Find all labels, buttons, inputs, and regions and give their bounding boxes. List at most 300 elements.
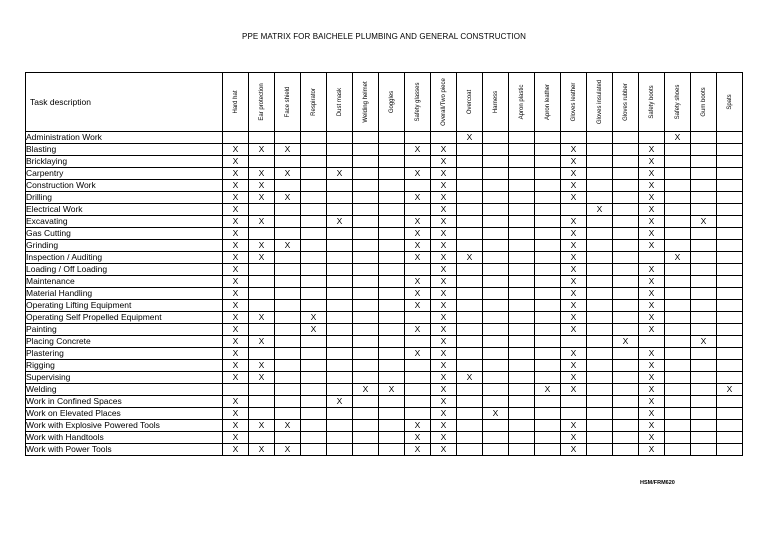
table-row xyxy=(26,264,743,276)
matrix-cell xyxy=(379,228,405,240)
matrix-cell xyxy=(457,312,483,324)
matrix-cell xyxy=(379,288,405,300)
task-name: Administration Work xyxy=(26,132,223,144)
matrix-cell: X xyxy=(639,312,665,324)
matrix-cell: X xyxy=(223,348,249,360)
matrix-cell xyxy=(301,192,327,204)
column-header xyxy=(405,73,431,132)
matrix-cell xyxy=(665,144,691,156)
matrix-cell: X xyxy=(561,216,587,228)
matrix-cell xyxy=(275,276,301,288)
matrix-cell: X xyxy=(457,132,483,144)
matrix-cell: X xyxy=(327,216,353,228)
matrix-cell xyxy=(301,252,327,264)
matrix-cell: X xyxy=(223,336,249,348)
matrix-cell xyxy=(509,156,535,168)
matrix-cell: X xyxy=(275,240,301,252)
matrix-cell xyxy=(379,156,405,168)
matrix-cell: X xyxy=(561,384,587,396)
matrix-cell xyxy=(509,276,535,288)
matrix-cell xyxy=(691,432,717,444)
matrix-cell xyxy=(483,348,509,360)
matrix-cell xyxy=(249,228,275,240)
matrix-cell xyxy=(249,276,275,288)
matrix-cell: X xyxy=(561,192,587,204)
matrix-cell: X xyxy=(639,276,665,288)
matrix-cell xyxy=(327,192,353,204)
task-name: Work with Explosive Powered Tools xyxy=(26,420,223,432)
table-row xyxy=(26,420,743,432)
matrix-cell: X xyxy=(561,252,587,264)
matrix-cell: X xyxy=(639,324,665,336)
matrix-cell xyxy=(249,396,275,408)
matrix-cell: X xyxy=(431,324,457,336)
matrix-cell xyxy=(691,288,717,300)
matrix-cell xyxy=(717,204,743,216)
matrix-cell xyxy=(301,396,327,408)
matrix-cell xyxy=(561,132,587,144)
matrix-cell xyxy=(353,240,379,252)
matrix-cell: X xyxy=(249,312,275,324)
matrix-cell: X xyxy=(561,312,587,324)
matrix-cell xyxy=(613,252,639,264)
matrix-cell: X xyxy=(639,384,665,396)
matrix-cell: X xyxy=(639,156,665,168)
matrix-cell: X xyxy=(561,168,587,180)
matrix-cell xyxy=(483,156,509,168)
matrix-cell xyxy=(509,132,535,144)
matrix-cell xyxy=(275,324,301,336)
matrix-cell xyxy=(613,312,639,324)
matrix-cell xyxy=(509,324,535,336)
matrix-cell xyxy=(457,432,483,444)
matrix-cell xyxy=(483,444,509,456)
matrix-cell xyxy=(717,132,743,144)
matrix-cell xyxy=(353,420,379,432)
matrix-cell xyxy=(535,252,561,264)
column-header xyxy=(379,73,405,132)
matrix-cell xyxy=(275,228,301,240)
matrix-cell xyxy=(665,372,691,384)
matrix-cell xyxy=(665,192,691,204)
column-header-label: Gloves insulated xyxy=(596,79,603,125)
matrix-cell xyxy=(509,288,535,300)
matrix-cell xyxy=(691,264,717,276)
matrix-cell xyxy=(509,420,535,432)
matrix-cell xyxy=(587,144,613,156)
matrix-cell xyxy=(379,168,405,180)
matrix-cell xyxy=(405,204,431,216)
matrix-cell: X xyxy=(223,228,249,240)
task-name: Gas Cutting xyxy=(26,228,223,240)
matrix-cell xyxy=(691,204,717,216)
matrix-cell xyxy=(379,252,405,264)
matrix-cell: X xyxy=(639,396,665,408)
matrix-cell xyxy=(535,264,561,276)
matrix-cell xyxy=(717,432,743,444)
matrix-cell: X xyxy=(457,372,483,384)
matrix-cell xyxy=(327,288,353,300)
matrix-cell xyxy=(249,432,275,444)
matrix-cell xyxy=(691,444,717,456)
document-title: PPE MATRIX FOR BAICHELE PLUMBING AND GENERAL CONSTRUCTION xyxy=(242,32,526,41)
matrix-cell xyxy=(717,240,743,252)
matrix-cell: X xyxy=(639,228,665,240)
matrix-cell: X xyxy=(639,144,665,156)
matrix-cell xyxy=(665,420,691,432)
column-header-label: Welding helmet xyxy=(362,81,369,123)
column-header-label: Ear protection xyxy=(258,83,265,121)
matrix-cell xyxy=(587,216,613,228)
matrix-cell xyxy=(717,216,743,228)
matrix-cell xyxy=(405,132,431,144)
matrix-cell: X xyxy=(249,252,275,264)
matrix-cell xyxy=(665,432,691,444)
matrix-cell xyxy=(483,396,509,408)
matrix-cell xyxy=(457,360,483,372)
matrix-cell xyxy=(353,336,379,348)
matrix-cell xyxy=(509,216,535,228)
matrix-cell: X xyxy=(223,432,249,444)
matrix-cell xyxy=(613,180,639,192)
matrix-cell xyxy=(353,156,379,168)
matrix-cell xyxy=(483,420,509,432)
matrix-cell xyxy=(483,324,509,336)
task-name: Material Handling xyxy=(26,288,223,300)
matrix-cell xyxy=(275,180,301,192)
matrix-cell: X xyxy=(431,396,457,408)
matrix-cell: X xyxy=(431,420,457,432)
matrix-cell xyxy=(691,252,717,264)
matrix-cell xyxy=(301,408,327,420)
matrix-cell xyxy=(665,156,691,168)
matrix-cell xyxy=(353,372,379,384)
matrix-cell xyxy=(587,312,613,324)
matrix-cell: X xyxy=(405,288,431,300)
matrix-cell xyxy=(509,384,535,396)
matrix-cell xyxy=(665,216,691,228)
matrix-cell xyxy=(353,444,379,456)
matrix-cell xyxy=(717,408,743,420)
matrix-cell xyxy=(587,348,613,360)
matrix-cell: X xyxy=(457,252,483,264)
matrix-cell: X xyxy=(431,240,457,252)
matrix-cell xyxy=(587,288,613,300)
matrix-cell xyxy=(691,132,717,144)
matrix-cell: X xyxy=(639,192,665,204)
table-row xyxy=(26,204,743,216)
matrix-cell: X xyxy=(431,156,457,168)
matrix-cell xyxy=(613,360,639,372)
matrix-cell xyxy=(535,288,561,300)
matrix-cell: X xyxy=(327,168,353,180)
matrix-cell xyxy=(587,228,613,240)
matrix-cell xyxy=(405,156,431,168)
matrix-cell xyxy=(405,360,431,372)
matrix-cell xyxy=(483,288,509,300)
matrix-cell xyxy=(535,180,561,192)
matrix-cell: X xyxy=(223,216,249,228)
task-name: Placing Concrete xyxy=(26,336,223,348)
column-header xyxy=(353,73,379,132)
matrix-cell xyxy=(379,372,405,384)
matrix-cell xyxy=(665,168,691,180)
matrix-cell xyxy=(327,144,353,156)
matrix-cell xyxy=(275,408,301,420)
matrix-cell: X xyxy=(431,216,457,228)
matrix-cell xyxy=(613,324,639,336)
matrix-cell xyxy=(275,132,301,144)
matrix-cell: X xyxy=(405,240,431,252)
matrix-cell xyxy=(353,348,379,360)
matrix-cell xyxy=(717,156,743,168)
matrix-cell: X xyxy=(431,432,457,444)
matrix-cell xyxy=(587,336,613,348)
matrix-cell xyxy=(457,168,483,180)
task-name: Plastering xyxy=(26,348,223,360)
matrix-cell: X xyxy=(405,300,431,312)
matrix-cell: X xyxy=(405,420,431,432)
matrix-cell: X xyxy=(301,324,327,336)
matrix-cell xyxy=(717,180,743,192)
matrix-cell xyxy=(327,156,353,168)
matrix-cell xyxy=(717,360,743,372)
matrix-cell xyxy=(665,180,691,192)
matrix-cell xyxy=(665,384,691,396)
matrix-cell xyxy=(613,228,639,240)
matrix-cell: X xyxy=(561,324,587,336)
matrix-cell xyxy=(249,204,275,216)
matrix-cell: X xyxy=(561,288,587,300)
matrix-cell: X xyxy=(691,336,717,348)
matrix-cell: X xyxy=(275,144,301,156)
column-header-label: Apron plastic xyxy=(518,84,525,120)
table-row xyxy=(26,408,743,420)
matrix-cell: X xyxy=(223,372,249,384)
matrix-cell xyxy=(483,300,509,312)
matrix-cell xyxy=(587,324,613,336)
matrix-cell xyxy=(509,252,535,264)
matrix-cell xyxy=(613,276,639,288)
matrix-cell xyxy=(691,372,717,384)
matrix-cell xyxy=(301,216,327,228)
matrix-cell: X xyxy=(561,420,587,432)
matrix-cell xyxy=(223,132,249,144)
matrix-cell xyxy=(483,180,509,192)
matrix-cell: X xyxy=(665,252,691,264)
task-name: Work on Elevated Places xyxy=(26,408,223,420)
matrix-cell xyxy=(691,324,717,336)
matrix-cell: X xyxy=(431,228,457,240)
matrix-cell: X xyxy=(639,300,665,312)
task-name: Painting xyxy=(26,324,223,336)
matrix-cell xyxy=(327,228,353,240)
matrix-cell xyxy=(249,264,275,276)
matrix-cell xyxy=(353,168,379,180)
matrix-cell xyxy=(301,384,327,396)
matrix-cell xyxy=(249,300,275,312)
matrix-cell xyxy=(457,240,483,252)
matrix-cell xyxy=(457,336,483,348)
table-row xyxy=(26,168,743,180)
matrix-cell xyxy=(275,252,301,264)
matrix-cell xyxy=(561,396,587,408)
matrix-cell xyxy=(587,264,613,276)
matrix-cell xyxy=(379,336,405,348)
matrix-cell xyxy=(509,444,535,456)
matrix-cell xyxy=(587,192,613,204)
matrix-cell xyxy=(275,432,301,444)
matrix-cell xyxy=(457,300,483,312)
matrix-cell xyxy=(717,312,743,324)
matrix-cell xyxy=(483,204,509,216)
matrix-cell xyxy=(613,240,639,252)
matrix-cell xyxy=(665,264,691,276)
matrix-cell: X xyxy=(249,240,275,252)
matrix-cell xyxy=(457,408,483,420)
matrix-cell xyxy=(587,168,613,180)
matrix-cell: X xyxy=(223,300,249,312)
matrix-cell: X xyxy=(639,432,665,444)
task-name: Work in Confined Spaces xyxy=(26,396,223,408)
matrix-cell xyxy=(483,264,509,276)
column-header-label: Gloves rubber xyxy=(622,83,629,121)
matrix-cell xyxy=(301,420,327,432)
matrix-cell xyxy=(509,372,535,384)
matrix-cell xyxy=(327,348,353,360)
matrix-cell xyxy=(665,288,691,300)
matrix-cell xyxy=(327,132,353,144)
matrix-cell xyxy=(457,420,483,432)
matrix-cell: X xyxy=(639,444,665,456)
column-header xyxy=(483,73,509,132)
matrix-cell: X xyxy=(561,348,587,360)
matrix-cell: X xyxy=(561,444,587,456)
matrix-cell xyxy=(457,276,483,288)
task-description-header: Task description xyxy=(26,73,223,132)
table-row xyxy=(26,324,743,336)
matrix-cell xyxy=(405,372,431,384)
matrix-cell xyxy=(405,264,431,276)
matrix-cell: X xyxy=(223,168,249,180)
column-header-label: Safety boots xyxy=(648,85,655,119)
matrix-cell xyxy=(509,204,535,216)
matrix-cell xyxy=(717,252,743,264)
matrix-cell xyxy=(587,132,613,144)
matrix-cell xyxy=(717,144,743,156)
form-code: HSM/FRM620 xyxy=(640,480,675,486)
matrix-cell xyxy=(483,276,509,288)
matrix-cell xyxy=(353,204,379,216)
task-name: Work with Handtools xyxy=(26,432,223,444)
matrix-cell xyxy=(665,276,691,288)
matrix-cell xyxy=(275,384,301,396)
matrix-cell xyxy=(301,336,327,348)
matrix-cell xyxy=(717,276,743,288)
matrix-cell xyxy=(665,300,691,312)
matrix-cell xyxy=(535,348,561,360)
matrix-cell xyxy=(691,156,717,168)
matrix-cell: X xyxy=(223,180,249,192)
matrix-cell: X xyxy=(535,384,561,396)
matrix-cell xyxy=(613,144,639,156)
column-header xyxy=(587,73,613,132)
matrix-cell: X xyxy=(275,192,301,204)
column-header-label: Overall/Two piece xyxy=(440,78,447,126)
matrix-cell: X xyxy=(431,408,457,420)
matrix-cell xyxy=(379,264,405,276)
matrix-cell xyxy=(379,144,405,156)
matrix-cell xyxy=(509,408,535,420)
matrix-cell xyxy=(665,336,691,348)
matrix-cell xyxy=(587,444,613,456)
matrix-cell: X xyxy=(431,192,457,204)
matrix-cell xyxy=(457,192,483,204)
matrix-cell xyxy=(353,300,379,312)
matrix-cell xyxy=(379,432,405,444)
matrix-cell xyxy=(405,396,431,408)
matrix-cell xyxy=(613,408,639,420)
matrix-cell xyxy=(327,300,353,312)
matrix-cell xyxy=(379,444,405,456)
matrix-cell xyxy=(301,300,327,312)
column-header xyxy=(275,73,301,132)
matrix-cell xyxy=(483,144,509,156)
matrix-cell xyxy=(379,132,405,144)
matrix-cell xyxy=(587,372,613,384)
matrix-cell xyxy=(535,444,561,456)
column-header xyxy=(301,73,327,132)
matrix-cell xyxy=(509,396,535,408)
matrix-cell xyxy=(379,180,405,192)
matrix-cell xyxy=(587,432,613,444)
matrix-cell xyxy=(691,408,717,420)
matrix-cell: X xyxy=(665,132,691,144)
matrix-cell xyxy=(509,432,535,444)
column-header-label: Apron leather xyxy=(544,83,551,121)
matrix-cell xyxy=(535,216,561,228)
matrix-cell xyxy=(639,252,665,264)
matrix-cell: X xyxy=(223,264,249,276)
matrix-cell: X xyxy=(249,372,275,384)
table-row xyxy=(26,288,743,300)
matrix-cell: X xyxy=(405,432,431,444)
matrix-cell xyxy=(587,360,613,372)
matrix-cell xyxy=(691,192,717,204)
matrix-cell xyxy=(613,288,639,300)
matrix-cell xyxy=(691,168,717,180)
matrix-cell xyxy=(717,396,743,408)
matrix-cell xyxy=(483,168,509,180)
matrix-cell: X xyxy=(561,144,587,156)
task-name: Inspection / Auditing xyxy=(26,252,223,264)
task-name: Electrical Work xyxy=(26,204,223,216)
matrix-cell: X xyxy=(431,144,457,156)
matrix-cell: X xyxy=(613,336,639,348)
matrix-cell: X xyxy=(431,288,457,300)
column-header-label: Overcoat xyxy=(466,89,473,115)
matrix-cell: X xyxy=(561,240,587,252)
table-row xyxy=(26,396,743,408)
matrix-cell xyxy=(509,312,535,324)
matrix-cell xyxy=(379,312,405,324)
matrix-cell xyxy=(301,180,327,192)
matrix-cell xyxy=(535,132,561,144)
matrix-cell xyxy=(509,168,535,180)
table-row xyxy=(26,228,743,240)
matrix-cell xyxy=(353,276,379,288)
matrix-cell xyxy=(353,288,379,300)
